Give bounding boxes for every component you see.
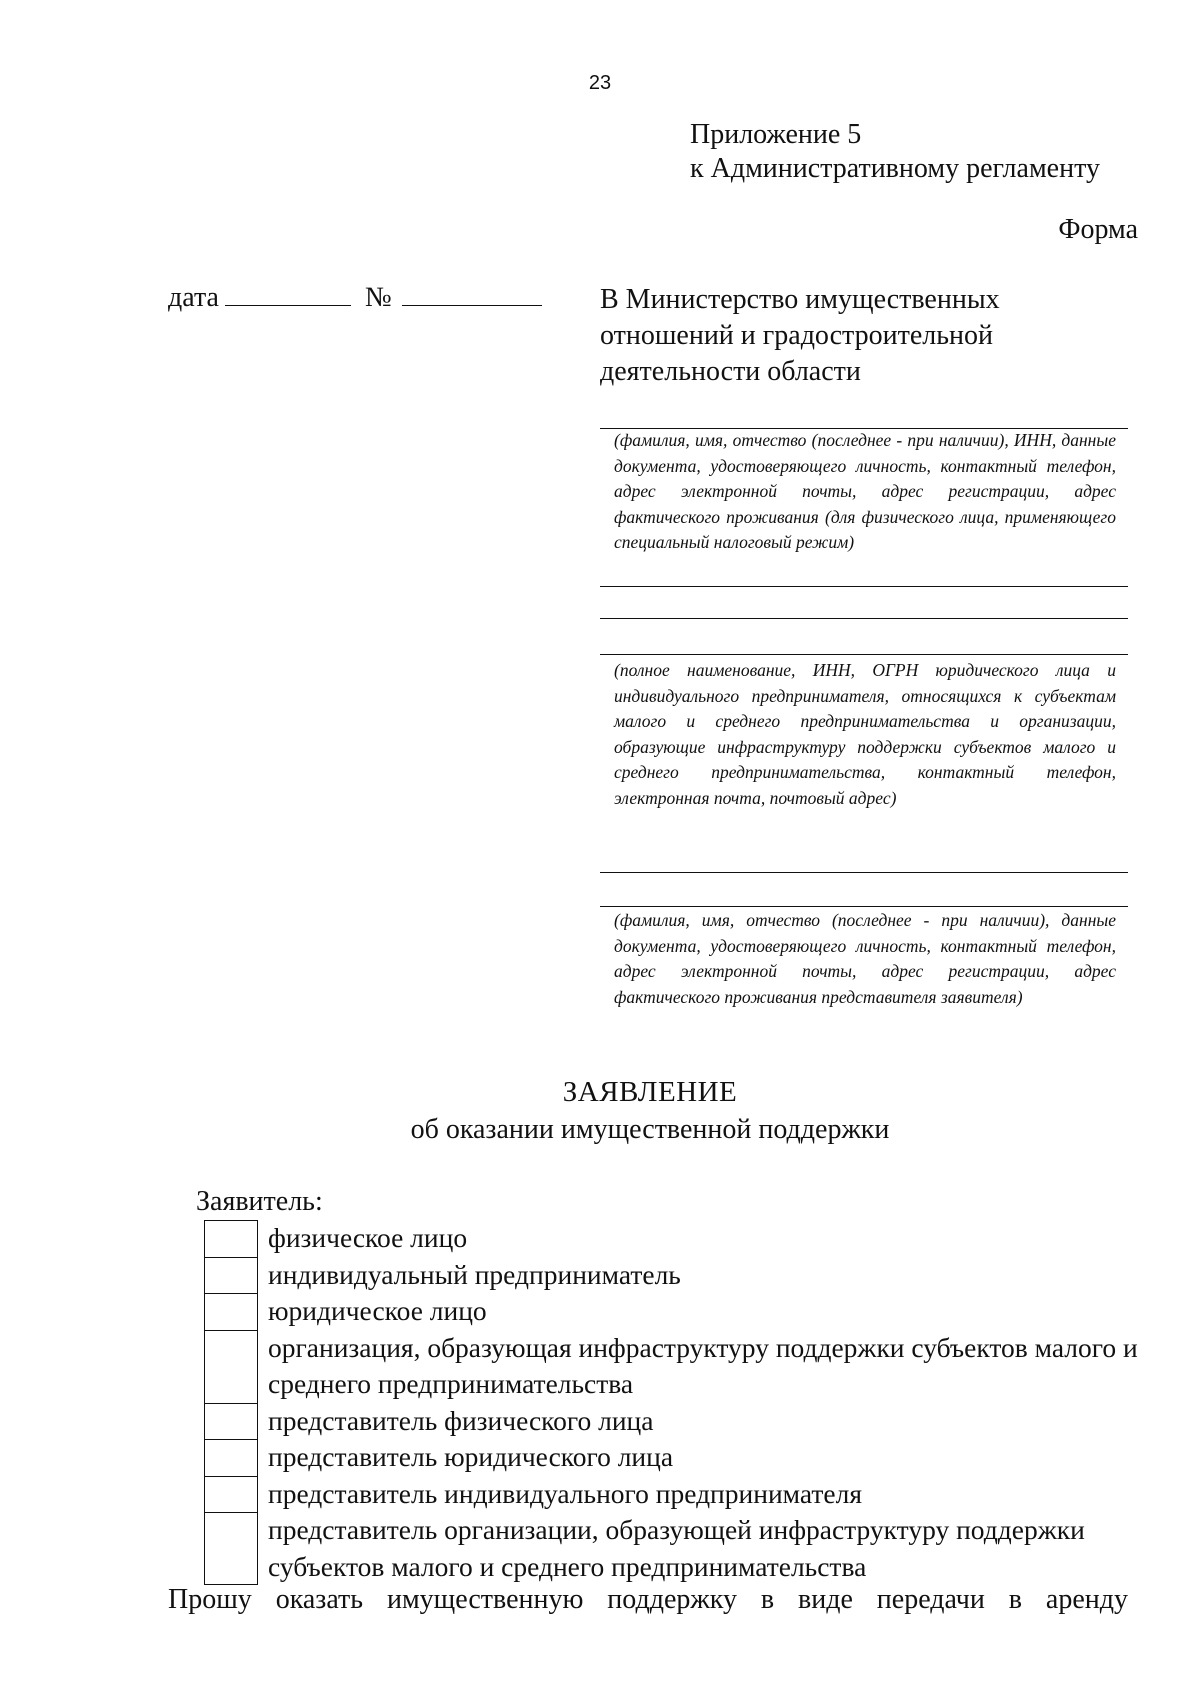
recipient-line-2: отношений и градостроительной bbox=[600, 320, 993, 351]
applicant-option-label: представитель организации, образующей инфраструктуру поддержки субъектов малого и среднего предпринимательства bbox=[268, 1514, 1085, 1582]
applicant-option bbox=[204, 1293, 1154, 1330]
individual-fill-line-3[interactable] bbox=[600, 618, 1128, 619]
applicant-checkbox[interactable] bbox=[204, 1403, 258, 1440]
applicant-checkbox[interactable] bbox=[204, 1220, 258, 1257]
applicant-checkbox[interactable] bbox=[204, 1293, 258, 1330]
applicant-label: Заявитель: bbox=[196, 1186, 323, 1217]
document-title: ЗАЯВЛЕНИЕ bbox=[562, 1076, 738, 1108]
applicant-checkbox[interactable] bbox=[204, 1439, 258, 1476]
applicant-option bbox=[204, 1220, 1154, 1257]
applicant-option-label: представитель индивидуального предпринимателя bbox=[268, 1477, 862, 1509]
individual-hint: (фамилия, имя, отчество (последнее - при наличии), ИНН, данные документа, удостоверяющего личность, контактный телефон, адрес электронной почты, адрес регистрации, адрес фактического проживания (для физического лица, применяющего специальный налоговый режим) bbox=[614, 430, 1116, 552]
applicant-checkbox[interactable] bbox=[204, 1330, 258, 1403]
representative-hint: (фамилия, имя, отчество (последнее - при наличии), данные документа, удостоверяющего личность, контактный телефон, адрес электронной почты, адрес регистрации, адрес фактического проживания представителя заявителя) bbox=[614, 910, 1116, 1007]
recipient-line-1: В Министерство имущественных bbox=[600, 284, 1000, 315]
request-text: Прошу оказать имущественную поддержку в виде передачи в аренду bbox=[168, 1584, 1128, 1615]
applicant-option-label: представитель юридического лица bbox=[268, 1441, 674, 1472]
appendix-line-2: к Административному регламенту bbox=[690, 153, 1100, 184]
applicant-option-label: организация, образующая инфраструктуру поддержки субъектов малого и среднего предпринимательства bbox=[268, 1331, 1138, 1399]
applicant-option-label: юридическое лицо bbox=[268, 1295, 487, 1326]
applicant-option-label: физическое лицо bbox=[268, 1222, 468, 1253]
applicant-option-label: индивидуальный предприниматель bbox=[268, 1258, 681, 1290]
form-label: Форма bbox=[1058, 214, 1138, 245]
number-field[interactable] bbox=[402, 283, 542, 306]
applicant-checkbox[interactable] bbox=[204, 1512, 258, 1585]
applicant-checkbox[interactable] bbox=[204, 1257, 258, 1294]
recipient-block bbox=[600, 282, 1120, 390]
applicant-option bbox=[204, 1330, 1154, 1403]
date-field[interactable] bbox=[225, 283, 351, 306]
applicant-option-label: представитель физического лица bbox=[268, 1404, 654, 1436]
applicant-option bbox=[204, 1512, 1154, 1585]
representative-fill-line[interactable] bbox=[600, 872, 1128, 873]
applicant-option bbox=[204, 1403, 1154, 1440]
applicant-checkbox[interactable] bbox=[204, 1476, 258, 1513]
page-number: 23 bbox=[588, 72, 612, 94]
applicant-checklist bbox=[204, 1220, 1154, 1585]
date-number-row bbox=[168, 282, 542, 314]
legal-fill-line[interactable] bbox=[600, 654, 1128, 655]
applicant-option bbox=[204, 1439, 1154, 1476]
individual-fill-line-2[interactable] bbox=[600, 586, 1128, 587]
number-label: № bbox=[364, 282, 392, 313]
appendix-line-1: Приложение 5 bbox=[690, 119, 862, 150]
appendix-heading bbox=[690, 118, 1100, 186]
applicant-option bbox=[204, 1257, 1154, 1294]
document-subtitle: об оказании имущественной поддержки bbox=[410, 1114, 890, 1145]
applicant-option bbox=[204, 1476, 1154, 1513]
representative-fill-line-2[interactable] bbox=[600, 906, 1128, 907]
recipient-line-3: деятельности области bbox=[600, 356, 861, 387]
legal-hint: (полное наименование, ИНН, ОГРН юридического лица и индивидуального предпринимателя, относящихся к субъектам малого и среднего предпринимательства и организации, образующие инфраструктуру поддержки субъектов малого и среднего предпринимательства, контактный телефон, электронная почта, почтовый адрес) bbox=[614, 660, 1116, 808]
date-label: дата bbox=[168, 282, 219, 313]
